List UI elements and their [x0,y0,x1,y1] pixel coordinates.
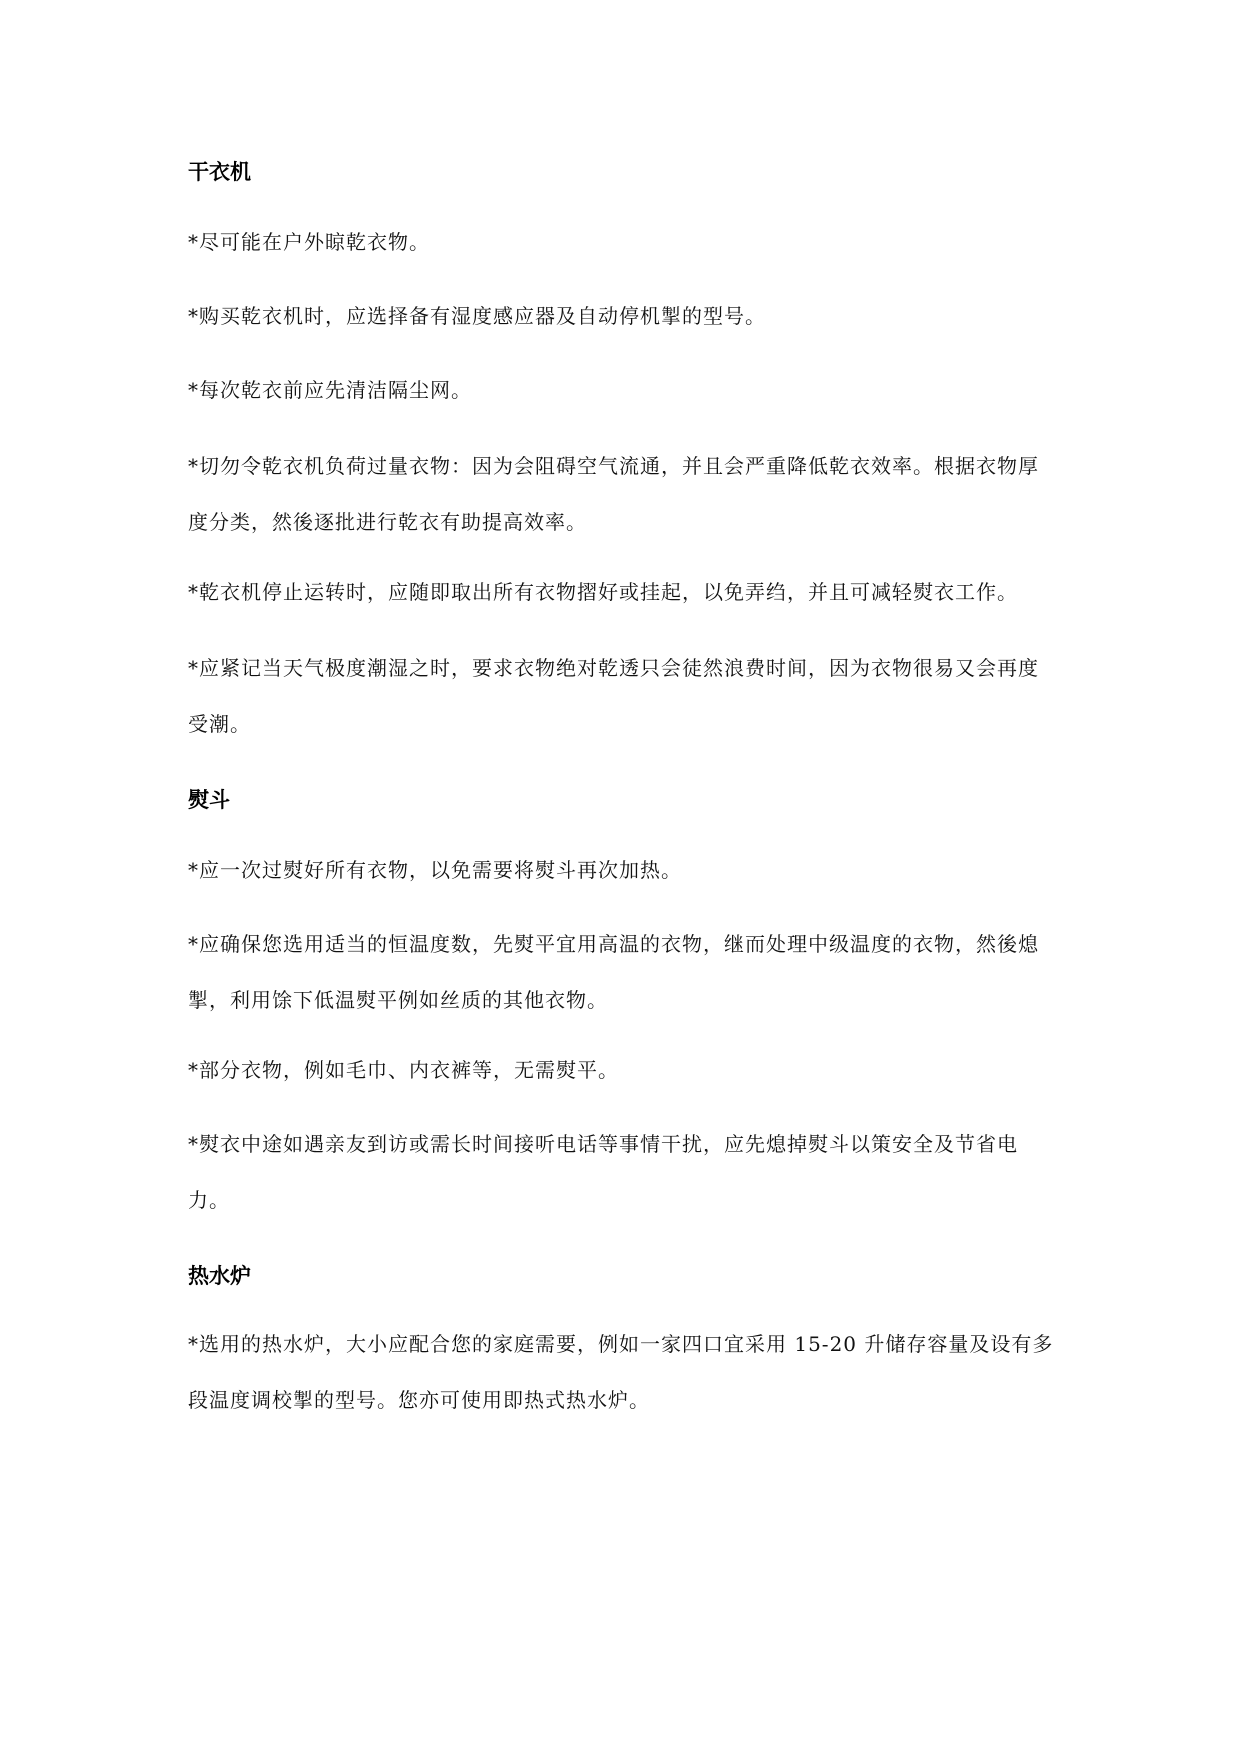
section-heading-iron: 熨斗 [188,787,230,812]
iron-tip-3: *部分衣物，例如毛巾、内衣裤等，无需熨平。 [188,1058,619,1082]
dryer-tip-3: *每次乾衣前应先清洁隔尘网。 [188,378,472,402]
iron-tip-1: *应一次过熨好所有衣物，以免需要将熨斗再次加热。 [188,858,682,882]
section-heading-water-heater: 热水炉 [188,1263,251,1288]
dryer-tip-6: *应紧记当天气极度潮湿之时，要求衣物绝对乾透只会徒然浪费时间，因为衣物很易又会再度受潮。 [188,656,1039,736]
water-heater-tip-1: *选用的热水炉，大小应配合您的家庭需要，例如一家四口宜采用 15-20 升储存容量及设有多段温度调校掣的型号。您亦可使用即热式热水炉。 [188,1332,1054,1412]
dryer-tip-2: *购买乾衣机时，应选择备有湿度感应器及自动停机掣的型号。 [188,304,766,328]
dryer-tip-5: *乾衣机停止运转时，应随即取出所有衣物摺好或挂起，以免弄绉，并且可减轻熨衣工作。 [188,580,1018,604]
iron-tip-4: *熨衣中途如遇亲友到访或需长时间接听电话等事情干扰，应先熄掉熨斗以策安全及节省电力。 [188,1132,1018,1212]
dryer-tip-1: *尽可能在户外晾乾衣物。 [188,230,430,254]
dryer-tip-4: *切勿令乾衣机负荷过量衣物：因为会阻碍空气流通，并且会严重降低乾衣效率。根据衣物厚度分类，然後逐批进行乾衣有助提高效率。 [188,454,1039,534]
section-heading-dryer: 干衣机 [188,159,251,184]
iron-tip-2: *应确保您选用适当的恒温度数，先熨平宜用高温的衣物，继而处理中级温度的衣物，然後熄掣，利用馀下低温熨平例如丝质的其他衣物。 [188,932,1039,1012]
